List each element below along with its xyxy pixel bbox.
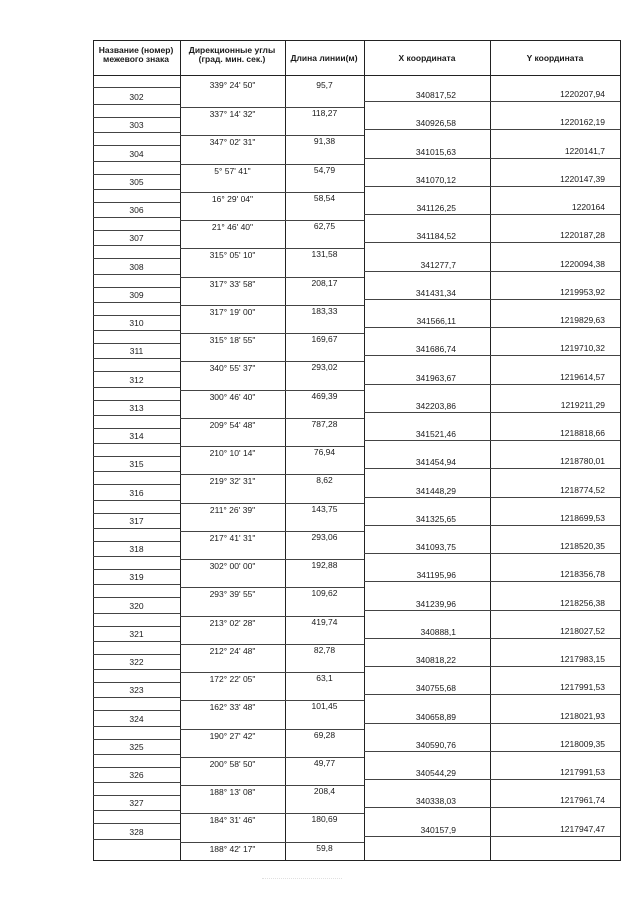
point-name-cell: 311 <box>129 346 144 357</box>
y-coordinate-cell: 1218699,53 <box>560 512 605 523</box>
row-rule <box>180 390 364 391</box>
y-coordinate-cell: 1219614,57 <box>560 371 605 382</box>
point-name-cell: 314 <box>129 431 144 441</box>
point-name-cell: 318 <box>129 544 144 554</box>
x-coordinate-cell: 341454,94 <box>415 457 456 468</box>
row-rule <box>180 418 364 419</box>
point-name-cell: 310 <box>129 318 144 328</box>
x-coordinate-cell: 341126,25 <box>416 203 456 213</box>
line-length-cell: 82,78 <box>313 644 336 655</box>
row-rule <box>180 813 364 814</box>
row-rule <box>93 697 180 698</box>
line-length-cell: 208,4 <box>313 786 336 796</box>
x-coordinate-cell: 341686,74 <box>415 344 456 355</box>
direction-angle-cell: 211° 26' 39" <box>209 504 256 515</box>
line-length-cell: 183,33 <box>311 305 338 316</box>
direction-angle-cell: 209° 54' 48" <box>209 419 256 430</box>
row-rule <box>93 500 180 501</box>
header-y-coordinate: Y координата <box>526 53 584 63</box>
direction-angle-cell: 210° 10' 14" <box>209 448 256 458</box>
point-name-cell: 319 <box>129 572 144 583</box>
x-coordinate-cell: 341093,75 <box>415 542 456 552</box>
row-rule <box>180 644 364 645</box>
row-rule <box>93 217 180 218</box>
direction-angle-cell: 315° 18' 55" <box>209 335 256 345</box>
table-bottom-rule <box>93 860 621 861</box>
y-coordinate-cell: 1220094,38 <box>560 258 605 269</box>
y-coordinate-cell: 1220147,39 <box>560 173 605 184</box>
x-coordinate-cell: 340157,9 <box>420 824 456 835</box>
direction-angle-cell: 184° 31' 46" <box>209 815 256 826</box>
column-rule-0 <box>93 40 94 860</box>
row-rule <box>364 779 620 780</box>
row-rule <box>364 242 620 243</box>
y-coordinate-cell: 1218256,38 <box>560 597 605 608</box>
header-line-length: Длина линии(м) <box>290 53 358 63</box>
direction-angle-cell: 188° 13' 08" <box>209 787 256 797</box>
row-rule <box>180 616 364 617</box>
y-coordinate-cell: 1218780,01 <box>560 456 605 467</box>
row-rule <box>93 132 180 133</box>
row-rule <box>93 428 180 429</box>
row-rule <box>180 192 364 193</box>
direction-angle-cell: 219° 32' 31" <box>209 476 256 487</box>
row-rule <box>93 484 180 485</box>
y-coordinate-cell: 1218356,78 <box>560 569 605 580</box>
line-length-cell: 63,1 <box>316 673 333 683</box>
x-coordinate-cell: 341431,34 <box>415 287 456 298</box>
row-rule <box>180 757 364 758</box>
x-coordinate-cell: 340818,22 <box>415 655 456 665</box>
direction-angle-cell: 337° 14' 32" <box>209 109 256 119</box>
direction-angle-cell: 200° 58' 50" <box>209 758 256 769</box>
row-rule <box>93 189 180 190</box>
direction-angle-cell: 172° 22' 05" <box>209 674 256 684</box>
row-rule <box>364 694 620 695</box>
line-length-cell: 62,75 <box>313 221 336 231</box>
row-rule <box>93 754 180 755</box>
row-rule <box>93 528 180 529</box>
row-rule <box>93 315 180 316</box>
header-x-coordinate: X координата <box>398 53 456 63</box>
line-length-cell: 118,27 <box>311 108 338 118</box>
row-rule <box>93 556 180 557</box>
column-rule-5 <box>620 40 621 860</box>
line-length-cell: 180,69 <box>311 814 338 825</box>
point-name-cell: 323 <box>129 685 144 696</box>
row-rule <box>180 587 364 588</box>
point-name-cell: 304 <box>129 148 144 159</box>
row-rule <box>364 440 620 441</box>
point-name-cell: 308 <box>129 261 144 272</box>
direction-angle-cell: 347° 02' 31" <box>209 137 256 148</box>
point-name-cell: 328 <box>129 826 144 837</box>
line-length-cell: 293,06 <box>311 531 338 542</box>
point-name-cell: 302 <box>129 92 144 102</box>
row-rule <box>93 174 180 175</box>
row-rule <box>180 559 364 560</box>
row-rule <box>93 471 180 472</box>
line-length-cell: 91,38 <box>313 136 336 147</box>
row-rule <box>180 785 364 786</box>
direction-angle-cell: 213° 02' 28" <box>209 617 256 628</box>
direction-angle-cell: 293° 39' 55" <box>209 589 256 600</box>
table-top-rule <box>93 40 621 41</box>
row-rule <box>364 666 620 667</box>
line-length-cell: 49,77 <box>313 757 336 768</box>
row-rule <box>180 474 364 475</box>
row-rule <box>93 682 180 683</box>
row-rule <box>93 302 180 303</box>
direction-angle-cell: 300° 46' 40" <box>209 391 256 402</box>
row-rule <box>93 343 180 344</box>
point-name-cell: 321 <box>129 628 144 639</box>
x-coordinate-cell: 341448,29 <box>415 485 456 496</box>
row-rule <box>364 807 620 808</box>
line-length-cell: 143,75 <box>311 503 338 514</box>
row-rule <box>180 531 364 532</box>
row-rule <box>180 842 364 843</box>
row-rule <box>93 145 180 146</box>
row-rule <box>364 553 620 554</box>
row-rule <box>93 782 180 783</box>
x-coordinate-cell: 341277,7 <box>420 259 456 270</box>
y-coordinate-cell: 1217983,15 <box>560 654 605 664</box>
row-rule <box>364 384 620 385</box>
y-coordinate-cell: 1217991,53 <box>560 767 605 777</box>
row-rule <box>364 412 620 413</box>
row-rule <box>180 446 364 447</box>
y-coordinate-cell: 1220164 <box>571 202 605 212</box>
line-length-cell: 131,58 <box>311 249 338 260</box>
row-rule <box>93 443 180 444</box>
row-rule <box>93 117 180 118</box>
line-length-cell: 95,7 <box>316 80 333 90</box>
row-rule <box>180 107 364 108</box>
x-coordinate-cell: 341521,46 <box>415 429 456 439</box>
row-rule <box>180 277 364 278</box>
x-coordinate-cell: 341963,67 <box>415 372 456 383</box>
y-coordinate-cell: 1218027,52 <box>560 625 605 636</box>
row-rule <box>93 258 180 259</box>
row-rule <box>364 581 620 582</box>
row-rule <box>93 613 180 614</box>
point-name-cell: 315 <box>129 459 144 470</box>
line-length-cell: 58,54 <box>313 192 336 203</box>
line-length-cell: 419,74 <box>311 616 338 627</box>
point-name-cell: 307 <box>129 233 144 244</box>
row-rule <box>364 751 620 752</box>
y-coordinate-cell: 1218520,35 <box>560 541 605 551</box>
x-coordinate-cell: 340817,52 <box>415 90 456 100</box>
row-rule <box>180 164 364 165</box>
direction-angle-cell: 217° 41' 31" <box>209 532 256 543</box>
row-rule <box>364 468 620 469</box>
y-coordinate-cell: 1219829,63 <box>560 315 605 325</box>
direction-angle-cell: 5° 57' 41" <box>214 165 251 176</box>
x-coordinate-cell: 341015,63 <box>415 146 456 157</box>
x-coordinate-cell: 340755,68 <box>415 683 456 694</box>
row-rule <box>93 330 180 331</box>
row-rule <box>93 823 180 824</box>
row-rule <box>93 415 180 416</box>
row-rule <box>364 101 620 102</box>
line-length-cell: 208,17 <box>311 277 338 288</box>
point-name-cell: 327 <box>129 798 144 809</box>
point-name-cell: 325 <box>129 741 144 752</box>
row-rule <box>364 638 620 639</box>
direction-angle-cell: 162° 33' 48" <box>209 702 256 713</box>
row-rule <box>93 358 180 359</box>
row-rule <box>180 729 364 730</box>
row-rule <box>364 299 620 300</box>
point-name-cell: 320 <box>129 600 144 611</box>
y-coordinate-cell: 1220162,19 <box>560 117 605 128</box>
y-coordinate-cell: 1217961,74 <box>560 795 605 806</box>
line-length-cell: 293,02 <box>311 362 338 373</box>
row-rule <box>93 726 180 727</box>
row-rule <box>93 230 180 231</box>
row-rule <box>93 767 180 768</box>
row-rule <box>180 220 364 221</box>
x-coordinate-cell: 341184,52 <box>416 231 456 242</box>
row-rule <box>93 710 180 711</box>
row-rule <box>93 654 180 655</box>
row-rule <box>93 104 180 105</box>
x-coordinate-cell: 340590,76 <box>415 739 456 750</box>
line-length-cell: 76,94 <box>313 447 336 457</box>
line-length-cell: 469,39 <box>311 390 338 401</box>
row-rule <box>93 569 180 570</box>
row-rule <box>180 672 364 673</box>
point-name-cell: 326 <box>129 770 144 780</box>
x-coordinate-cell: 340888,1 <box>420 626 456 637</box>
row-rule <box>364 836 620 837</box>
row-rule <box>364 214 620 215</box>
row-rule <box>93 87 180 88</box>
direction-angle-cell: 339° 24' 50" <box>209 80 256 90</box>
x-coordinate-cell: 340338,03 <box>415 796 456 807</box>
line-length-cell: 192,88 <box>311 560 338 570</box>
direction-angle-cell: 317° 33' 58" <box>209 278 256 289</box>
row-rule <box>180 305 364 306</box>
direction-angle-cell: 317° 19' 00" <box>209 306 256 317</box>
x-coordinate-cell: 340544,29 <box>415 768 456 778</box>
line-length-cell: 69,28 <box>313 729 336 740</box>
column-rule-4 <box>490 40 491 860</box>
point-name-cell: 309 <box>129 289 144 300</box>
row-rule <box>180 700 364 701</box>
direction-angle-cell: 340° 55' 37" <box>209 363 256 374</box>
row-rule <box>180 333 364 334</box>
y-coordinate-cell: 1218774,52 <box>560 484 605 495</box>
y-coordinate-cell: 1220187,28 <box>560 230 605 241</box>
x-coordinate-cell: 341239,96 <box>415 598 456 609</box>
row-rule <box>93 641 180 642</box>
row-rule <box>180 248 364 249</box>
y-coordinate-cell: 1220141,7 <box>564 145 605 156</box>
row-rule <box>364 271 620 272</box>
direction-angle-cell: 315° 05' 10" <box>209 250 256 261</box>
row-rule <box>93 202 180 203</box>
row-rule <box>93 400 180 401</box>
direction-angle-cell: 212° 24' 48" <box>209 645 256 656</box>
line-length-cell: 169,67 <box>311 334 338 344</box>
direction-angle-cell: 21° 46' 40" <box>211 222 254 232</box>
row-rule <box>180 503 364 504</box>
point-name-cell: 316 <box>129 487 144 498</box>
page-footer-mark <box>262 878 342 893</box>
point-name-cell: 303 <box>129 120 144 131</box>
row-rule <box>93 669 180 670</box>
row-rule <box>364 186 620 187</box>
row-rule <box>364 129 620 130</box>
y-coordinate-cell: 1220207,94 <box>560 89 605 99</box>
line-length-cell: 109,62 <box>311 588 338 599</box>
y-coordinate-cell: 1218009,35 <box>560 738 605 749</box>
x-coordinate-cell: 341325,65 <box>415 513 456 524</box>
row-rule <box>93 810 180 811</box>
row-rule <box>93 584 180 585</box>
row-rule <box>364 723 620 724</box>
direction-angle-cell: 188° 42' 17" <box>209 843 256 854</box>
y-coordinate-cell: 1219710,32 <box>560 343 605 354</box>
x-coordinate-cell: 342203,86 <box>415 400 456 411</box>
direction-angle-cell: 16° 29' 04" <box>211 193 254 204</box>
row-rule <box>93 513 180 514</box>
direction-angle-cell: 302° 00' 00" <box>209 561 256 571</box>
line-length-cell: 101,45 <box>311 701 338 712</box>
point-name-cell: 312 <box>129 374 144 385</box>
row-rule <box>93 274 180 275</box>
row-rule <box>93 839 180 840</box>
x-coordinate-cell: 340658,89 <box>415 711 456 722</box>
y-coordinate-cell: 1219953,92 <box>560 286 605 297</box>
row-rule <box>93 371 180 372</box>
line-length-cell: 787,28 <box>311 418 338 429</box>
row-rule <box>93 626 180 627</box>
y-coordinate-cell: 1218021,93 <box>560 710 605 721</box>
line-length-cell: 8,62 <box>316 475 333 486</box>
row-rule <box>93 597 180 598</box>
point-name-cell: 305 <box>129 176 144 187</box>
row-rule <box>93 387 180 388</box>
row-rule <box>93 287 180 288</box>
y-coordinate-cell: 1218818,66 <box>560 428 605 438</box>
row-rule <box>364 497 620 498</box>
direction-angle-cell: 190° 27' 42" <box>209 730 256 741</box>
row-rule <box>364 355 620 356</box>
row-rule <box>364 610 620 611</box>
point-name-cell: 322 <box>129 657 144 667</box>
header-point-name: Название (номер) межевого знака <box>98 45 174 64</box>
row-rule <box>93 795 180 796</box>
header-bottom-rule <box>93 75 621 76</box>
x-coordinate-cell: 340926,58 <box>415 118 456 129</box>
row-rule <box>180 361 364 362</box>
y-coordinate-cell: 1217991,53 <box>560 682 605 693</box>
row-rule <box>93 161 180 162</box>
y-coordinate-cell: 1219211,29 <box>560 399 605 410</box>
x-coordinate-cell: 341195,96 <box>416 570 456 581</box>
row-rule <box>93 456 180 457</box>
row-rule <box>364 525 620 526</box>
point-name-cell: 306 <box>129 205 144 215</box>
line-length-cell: 59,8 <box>316 842 333 853</box>
column-rule-3 <box>364 40 365 860</box>
row-rule <box>93 245 180 246</box>
row-rule <box>180 135 364 136</box>
row-rule <box>364 327 620 328</box>
point-name-cell: 313 <box>129 402 144 413</box>
point-name-cell: 317 <box>129 515 144 526</box>
line-length-cell: 54,79 <box>313 164 336 175</box>
y-coordinate-cell: 1217947,47 <box>560 823 605 834</box>
x-coordinate-cell: 341566,11 <box>416 316 456 326</box>
row-rule <box>93 739 180 740</box>
row-rule <box>93 541 180 542</box>
header-direction-angle: Дирекционные углы (град. мин. сек.) <box>188 45 276 64</box>
row-rule <box>364 158 620 159</box>
point-name-cell: 324 <box>129 713 144 724</box>
x-coordinate-cell: 341070,12 <box>415 174 456 185</box>
